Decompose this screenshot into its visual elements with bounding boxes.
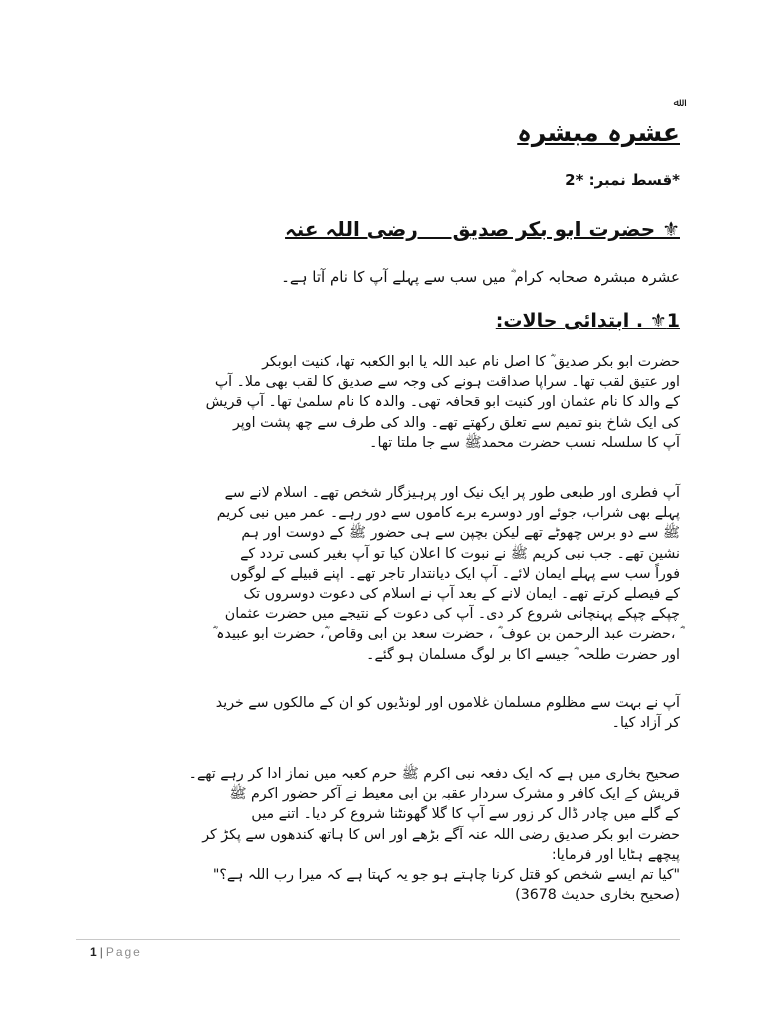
intro-text: عشرہ مبشرہ صحابہ کرام ؓ میں سب سے پہلے آپ کا نام آتا ہے۔ [281,268,680,286]
paragraph-line: کر آزاد کیا۔ [611,715,680,732]
paragraph-line: صحیح بخاری میں ہے کہ ایک دفعہ نبی اکرم ﷺ حرم کعبہ میں نماز ادا کر رہے تھے۔ [188,766,680,782]
paragraph-line: کے والد کا نام عثمان اور کنیت ابو قحافہ تھی۔ والدہ کا نام سلمیٰ تھا۔ آپ قریش [205,394,680,411]
citation-line: (صحیح بخاری حدیث 3678) [515,887,680,904]
section-heading: ⚜ حضرت ابو بکر صدیق رضی اللہ عنہ [285,217,680,241]
page-footer [90,945,142,959]
paragraph-character [76,483,680,665]
paragraph-line: چپکے چپکے پہنچانی شروع کر دی۔ آپ کی دعوت کے نتیجے میں حضرت عثمان [224,606,680,623]
document-title: عشرہ مبشرہ [517,118,680,147]
paragraph-line: کے گلے میں چادر ڈال کر زور سے آپ کا گلا گھونٹنا شروع کر دیا۔ اتنے میں [251,806,680,823]
paragraph-line: ﷺ سے دو برس چھوٹے تھے لیکن بچپن سے ہی حضور ﷺ کے دوست اور ہم [241,525,680,542]
paragraph-line: آپ فطری اور طبعی طور پر ایک نیک اور پرہیزگار شخص تھے۔ اسلام لانے سے [224,485,680,501]
paragraph-line: آپ نے بہت سے مظلوم مسلمان غلاموں اور لونڈیوں کو ان کے مالکوں سے خرید [215,695,680,711]
paragraph-early-life [76,352,680,453]
page-number: 1 [90,945,97,959]
paragraph-line: قریش کے ایک کافر و مشرک سردار عقبہ بن ابی معیط نے آکر حضور اکرم ﷺ [229,786,680,803]
page-label: Page [105,945,142,959]
episode-number: *قسط نمبر: *2 [565,171,680,189]
paragraph-hadith [76,764,680,905]
paragraph-line: اور عتیق لقب تھا۔ سراپا صداقت ہونے کی وجہ سے صدیق کا لقب بھی ملا۔ آپ [214,374,680,391]
paragraph-line: فوراً سب سے پہلے ایمان لائے۔ آپ ایک دیانتدار تاجر تھے۔ اپنے قبیلے کے لوگوں [230,565,680,582]
paragraph-line: حضرت ابو بکر صدیق ؓ کا اصل نام عبد اللہ یا ابو الکعبہ تھا، کنیت ابوبکر [262,354,680,370]
subsection-heading: 1⚜ . ابتدائی حالات: [495,310,680,332]
footer-divider [76,939,680,940]
paragraph-line: پیچھے ہٹایا اور فرمایا: [551,846,680,863]
footer-separator: | [99,945,103,959]
paragraph-line: نشین تھے۔ جب نبی کریم ﷺ نے نبوت کا اعلان کیا تو آپ بغیر کسی تردد کے [240,545,680,562]
quote-line: "کیا تم ایسے شخص کو قتل کرنا چاہتے ہو جو یہ کہتا ہے کہ میرا رب اللہ ہے؟" [212,867,680,884]
bismillah-calligraphy: ﷲ [673,96,680,109]
paragraph-line: کے فیصلے کرتے تھے۔ ایمان لانے کے بعد آپ نے اسلام کی دعوت دوسروں تک [243,586,680,603]
paragraph-line: حضرت ابو بکر صدیق رضی اللہ عنہ آگے بڑھے اور اس کا ہاتھ کندھوں سے پکڑ کر [202,826,680,843]
paragraph-line: اور حضرت طلحہ ؓ جیسے اکا بر لوگ مسلمان ہو گئے۔ [366,646,680,663]
paragraph-freeing-slaves [76,693,680,733]
paragraph-line: کی ایک شاخ بنو تمیم سے تعلق رکھتے تھے۔ والد کی طرف سے چھ پشت اوپر [232,414,680,431]
paragraph-line: ؓ ،حضرت عبد الرحمن بن عوف ؓ ، حضرت سعد بن ابی وقاص ؓ، حضرت ابو عبیدہ ؓ [212,626,680,643]
paragraph-line: آپ کا سلسلہ نسب حضرت محمدﷺ سے جا ملتا تھا۔ [369,434,680,451]
paragraph-line: پہلے بھی شراب، جوئے اور دوسرے برے کاموں سے دور رہے۔ عمر میں نبی کریم [216,505,680,522]
